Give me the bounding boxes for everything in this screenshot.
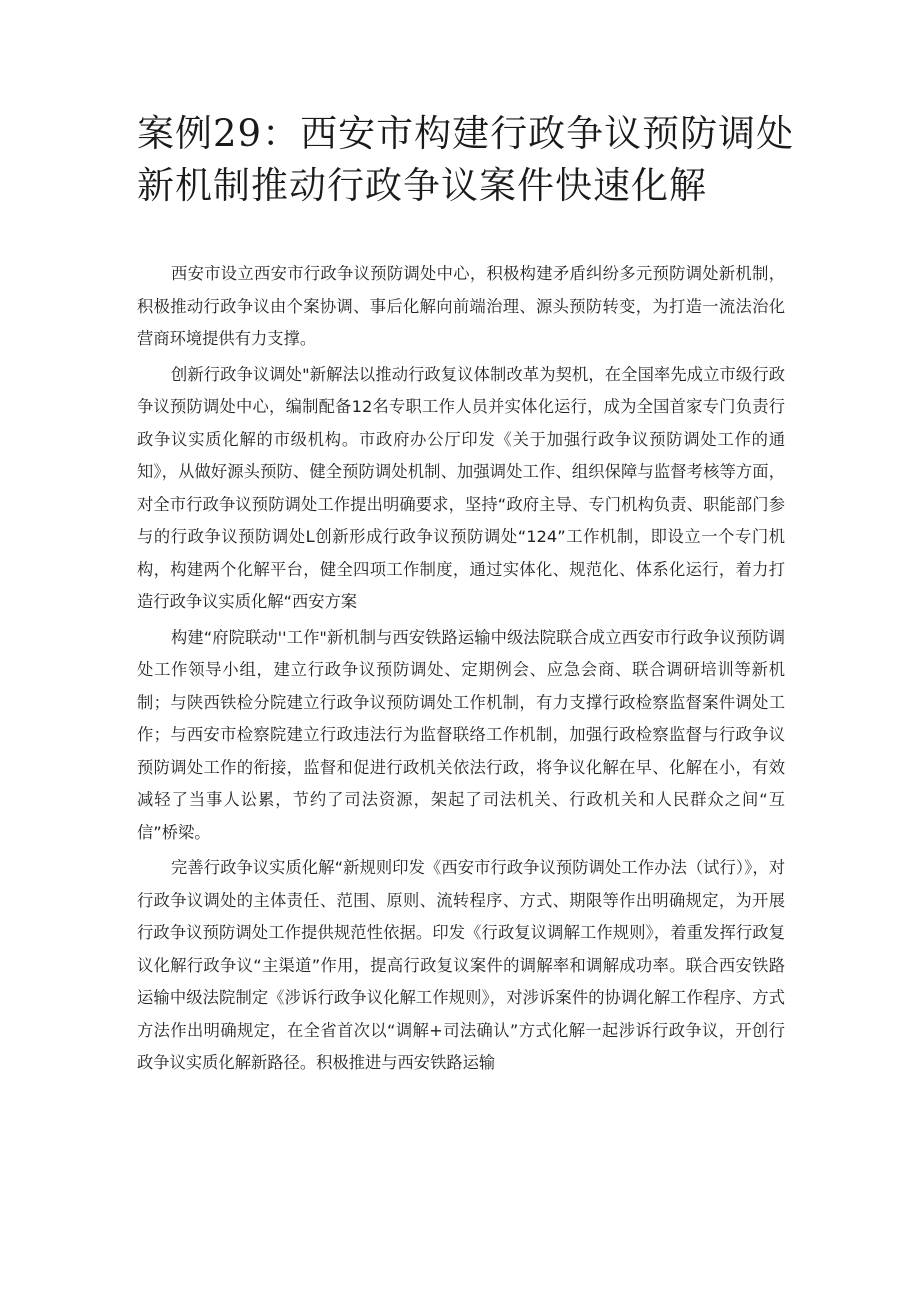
document-body <box>137 258 785 1083</box>
paragraph-2: 创新行政争议调处"新解法以推动行政复议体制改革为契机，在全国率先成立市级行政争议预防调处中心，编制配备12名专职工作人员并实体化运行，成为全国首家专门负责行政争议实质化解的市级机构。市政府办公厅印发《关于加强行政争议预防调处工作的通知》，从做好源头预防、健全预防调处机制、加强调处工作、组织保障与监督考核等方面，对全市行政争议预防调处工作提出明确要求，坚持“政府主导、专门机构负责、职能部门参与的行政争议预防调处L创新形成行政争议预防调处“124”工作机制，即设立一个专门机构，构建两个化解平台，健全四项工作制度，通过实体化、规范化、体系化运行，着力打造行政争议实质化解“西安方案 <box>137 364 785 611</box>
title-line-1: 案例29：西安市构建行政争议预防调处 <box>137 112 795 155</box>
title-line-2: 新机制推动行政争议案件快速化解 <box>137 164 707 207</box>
paragraph-4: 完善行政争议实质化解“新规则印发《西安市行政争议预防调处工作办法（试行）》，对行政争议调处的主体责任、范围、原则、流转程序、方式、期限等作出明确规定，为开展行政争议预防调处工作提供规范性依据。印发《行政复议调解工作规则》，着重发挥行政复议化解行政争议“主渠道”作用，提高行政复议案件的调解率和调解成功率。联合西安铁路运输中级法院制定《涉诉行政争议化解工作规则》，对涉诉案件的协调化解工作程序、方式方法作出明确规定，在全省首次以“调解+司法确认”方式化解一起涉诉行政争议，开创行政争议实质化解新路径。积极推进与西安铁路运输 <box>137 858 785 1072</box>
paragraph-1: 西安市设立西安市行政争议预防调处中心，积极构建矛盾纠纷多元预防调处新机制，积极推动行政争议由个案协调、事后化解向前端治理、源头预防转变，为打造一流法治化营商环境提供有力支撑。 <box>137 264 785 348</box>
document-title <box>137 108 817 212</box>
paragraph-3: 构建“府院联动''工作"新机制与西安铁路运输中级法院联合成立西安市行政争议预防调处工作领导小组，建立行政争议预防调处、定期例会、应急会商、联合调研培训等新机制；与陕西铁检分院建立行政争议预防调处工作机制，有力支撑行政检察监督案件调处工作；与西安市检察院建立行政违法行为监督联络工作机制，加强行政检察监督与行政争议预防调处工作的衔接，监督和促进行政机关依法行政，将争议化解在早、化解在小，有效减轻了当事人讼累，节约了司法资源，架起了司法机关、行政机关和人民群众之间“互信”桥梁。 <box>137 627 785 842</box>
